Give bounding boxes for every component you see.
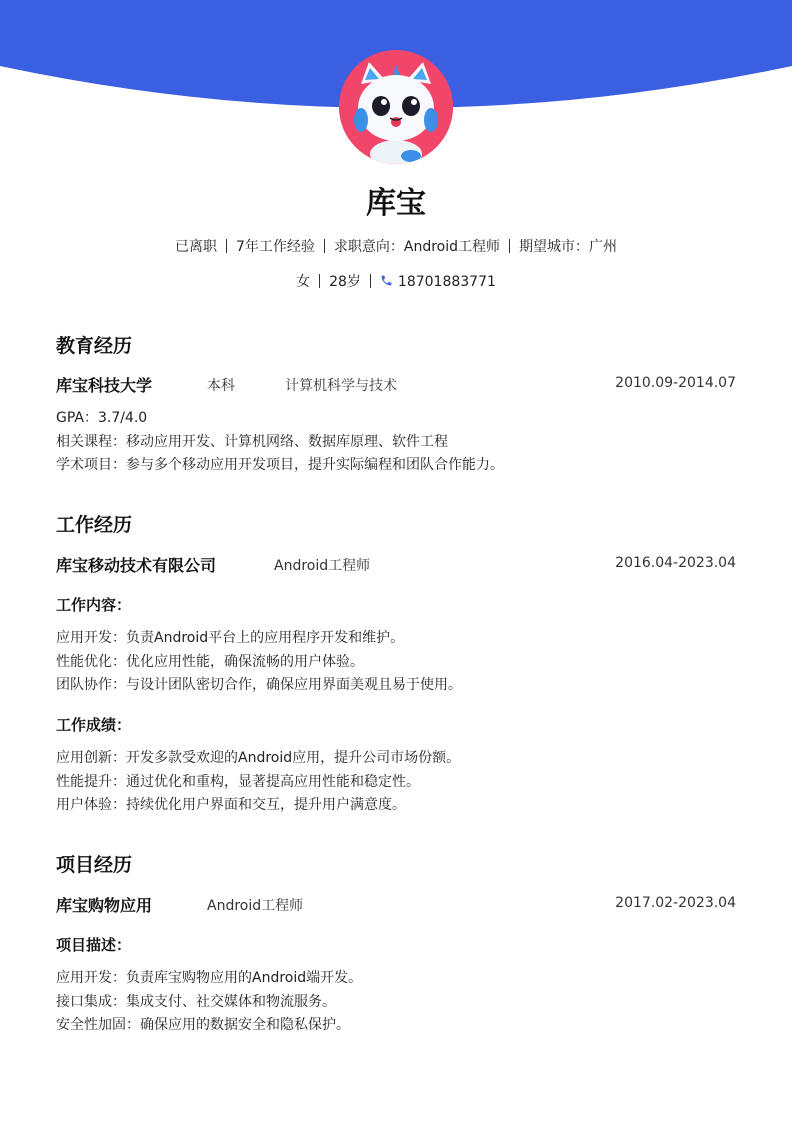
list-item: 应用开发：负责Android平台上的应用程序开发和维护。 [56, 630, 405, 646]
work-results-title: 工作成绩： [56, 716, 132, 734]
work-experience: 7年工作经验 [235, 239, 315, 255]
work-entry [56, 553, 736, 575]
avatar [339, 50, 453, 164]
phone-number[interactable]: 18701883771 [397, 274, 496, 290]
list-item: 用户体验：持续优化用户界面和交互，提升用户满意度。 [56, 797, 406, 813]
project-desc-list [56, 967, 746, 1038]
list-item: 安全性加固：确保应用的数据安全和隐私保护。 [56, 1017, 350, 1033]
gender: 女 [296, 274, 311, 290]
project-entry [56, 893, 736, 915]
profile-info-line-2 [0, 271, 792, 291]
education-details [56, 407, 746, 478]
employment-status: 已离职 [174, 239, 217, 255]
list-item: 相关课程：移动应用开发、计算机网络、数据库原理、软件工程 [56, 433, 448, 450]
job-role: Android工程师 [274, 558, 371, 574]
candidate-name: 库宝 [366, 186, 426, 221]
section-title-work: 工作经历 [56, 514, 133, 536]
divider [509, 239, 510, 253]
work-results-list [56, 747, 746, 818]
list-item: GPA：3.7/4.0 [56, 410, 148, 426]
list-item: 应用创新：开发多款受欢迎的Android应用，提升公司市场份额。 [56, 750, 461, 766]
project-name: 库宝购物应用 [56, 896, 153, 915]
project-date: 2017.02-2023.04 [615, 895, 736, 911]
list-item: 团队协作：与设计团队密切合作，确保应用界面美观且易于使用。 [56, 677, 462, 693]
list-item: 学术项目：参与多个移动应用开发项目，提升实际编程和团队合作能力。 [56, 457, 504, 473]
phone-icon [380, 274, 393, 287]
education-entry [56, 373, 736, 395]
divider [324, 239, 325, 253]
project-desc-title: 项目描述： [56, 936, 132, 954]
profile-info-line-1 [0, 236, 792, 256]
list-item: 性能优化：优化应用性能，确保流畅的用户体验。 [56, 653, 364, 670]
age: 28岁 [329, 274, 361, 290]
section-title-project: 项目经历 [56, 854, 133, 876]
school-name: 库宝科技大学 [56, 376, 153, 395]
mascot-cat-icon [339, 50, 453, 164]
education-date: 2010.09-2014.07 [615, 375, 736, 391]
work-content-list [56, 627, 746, 698]
divider [226, 239, 227, 253]
work-content-title: 工作内容： [56, 596, 132, 614]
project-role: Android工程师 [207, 898, 304, 914]
list-item: 应用开发：负责库宝购物应用的Android端开发。 [56, 970, 363, 986]
major: 计算机科学与技术 [285, 378, 397, 394]
list-item: 接口集成：集成支付、社交媒体和物流服务。 [56, 993, 336, 1010]
desired-city: 期望城市：广州 [519, 239, 618, 255]
divider [370, 274, 371, 288]
list-item: 性能提升：通过优化和重构，显著提高应用性能和稳定性。 [56, 773, 420, 790]
degree: 本科 [207, 378, 235, 394]
job-intention: 求职意向：Android工程师 [333, 239, 501, 255]
section-title-education: 教育经历 [56, 335, 133, 357]
work-date: 2016.04-2023.04 [615, 555, 736, 571]
divider [319, 274, 320, 288]
company-name: 库宝移动技术有限公司 [56, 556, 217, 575]
